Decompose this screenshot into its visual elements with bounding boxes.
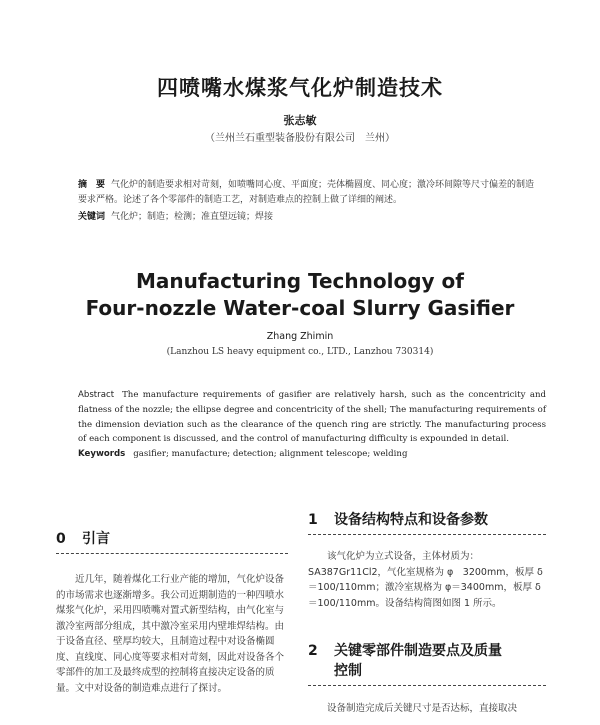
chinese-keywords (78, 209, 543, 222)
english-keywords-text: gasifier; manufacture; detection; alignment telescope; welding (133, 449, 408, 459)
english-author: Zhang Zhimin (266, 331, 334, 342)
section-2-heading (308, 641, 502, 681)
english-title-line1: Manufacturing Technology of (136, 269, 464, 293)
section-2-body: 设备制造完成后关键尺寸是否达标，直接取决 (327, 703, 518, 714)
section-intro-title: 引言 (82, 531, 110, 547)
english-abstract-text: The manufacture requirements of gasifier are relatively harsh, such as the concentricity and flatness of the nozzle; the ellipse degree and concentricity of the shell; The manufacturing requirements of the dimension deviation such as the clearance of the quench ring are strictly. The manufacturing process of each component is discussed, and the control of manufacturing difficulty is expounded in detail. (78, 390, 546, 445)
chinese-abstract (78, 178, 543, 208)
chinese-abstract-text: 气化炉的制造要求相对苛刻，如喷嘴同心度、平面度；壳体椭圆度、同心度；激冷环间隙等尺寸偏差的制造要求严格。论述了各个零部件的制造工艺，对制造难点的控制上做了详细的阐述。 (78, 180, 535, 205)
section-2-title-line1: 关键零部件制造要点及质量 (334, 643, 502, 659)
chinese-title: 四喷嘴水煤浆气化炉制造技术 (157, 76, 443, 100)
section-intro-heading (56, 528, 110, 548)
section-1-rule (308, 534, 546, 535)
chinese-keywords-text: 气化炉；制造；检测；准直望远镜；焊接 (111, 212, 274, 222)
section-intro-rule (56, 553, 288, 554)
section-1-title: 设备结构特点和设备参数 (334, 512, 488, 528)
section-intro-number: 0 (56, 531, 66, 547)
section-1-body: 该气化炉为立式设备，主体材质为：SA387Gr11Cl2，气化室规格为 φ 3200mm，板厚 δ＝100/110mm；激冷室规格为 φ＝3400mm，板厚 δ＝100/110mm。设备结构简图如图 1 所示。 (308, 551, 543, 609)
english-affiliation: (Lanzhou LS heavy equipment co., LTD., Lanzhou 730314) (166, 347, 434, 357)
english-abstract (78, 388, 546, 447)
english-abstract-label: Abstract (78, 390, 115, 400)
section-2-title-line2: 控制 (334, 663, 362, 679)
section-1-heading (308, 509, 488, 529)
english-keywords (78, 449, 546, 459)
english-keywords-label: Keywords (78, 449, 126, 459)
chinese-abstract-label: 摘 要 (78, 180, 106, 190)
section-intro-body: 近几年，随着煤化工行业产能的增加，气化炉设备的市场需求也逐渐增多。我公司近期制造的一种四喷水煤浆气化炉，采用四喷嘴对置式新型结构，由气化室与激冷室两部分组成，其中激冷室采用内壁堆焊结构。由于设备直径、壁厚均较大，且制造过程中对设备椭圆度、直线度、同心度等要求相对苛刻，因此对设备各个零部件的加工及最终成型的控制将直接决定设备的质量。文中对设备的制造难点进行了探讨。 (56, 574, 285, 694)
section-2-number: 2 (308, 643, 318, 659)
english-title (0, 268, 600, 322)
section-1-number: 1 (308, 512, 318, 528)
english-title-line2: Four-nozzle Water-coal Slurry Gasifier (85, 296, 515, 320)
section-2-rule (308, 685, 546, 686)
chinese-affiliation: （兰州兰石重型装备股份有限公司 兰州） (205, 133, 395, 144)
chinese-author: 张志敏 (283, 114, 317, 127)
chinese-keywords-label: 关键词 (78, 212, 106, 222)
